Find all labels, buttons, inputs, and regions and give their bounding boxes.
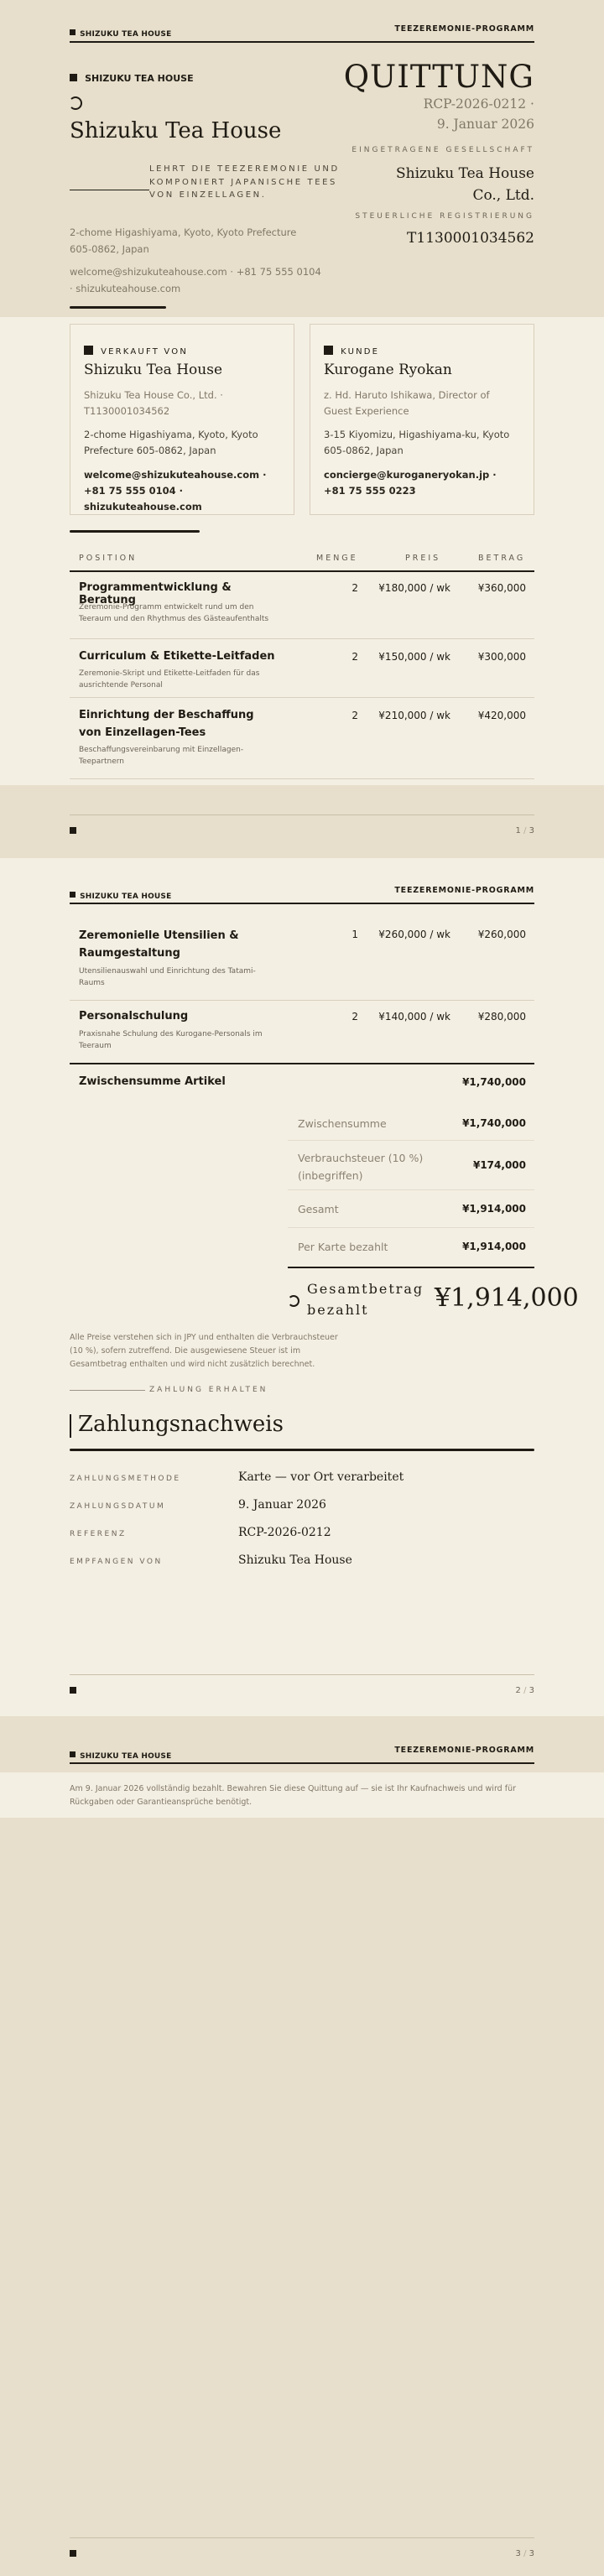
brand-label: SHIZUKU TEA HOUSE — [80, 30, 172, 39]
square-icon — [324, 346, 333, 355]
page-indicator: 2 / 3 — [515, 1686, 534, 1695]
company-name: Shizuku Tea House Co., Ltd. — [395, 165, 534, 205]
payment-row: ZAHLUNGSMETHODE Karte — vor Ort verarbeitet — [70, 1470, 404, 1484]
sold-by-card: VERKAUFT VON Shizuku Tea House Shizuku Tea House Co., Ltd. · T1130001034562 2-chome Higashiyama, Kyoto, Kyoto Prefecture 605-0862, Japan welcome@shizukuteahouse.com · +81 75 555 0104 · shizukuteahouse.com — [70, 324, 294, 515]
footer-rule — [70, 2537, 534, 2538]
summary-row: Zwischensumme ¥1,740,000 — [288, 1104, 534, 1141]
col-header-amount: BETRAG — [478, 554, 526, 563]
running-header-brand: SHIZUKU TEA HOUSE — [70, 886, 171, 902]
tax-registration-label: STEUERLICHE REGISTRIERUNG — [355, 212, 534, 221]
payment-row: EMPFANGEN VON Shizuku Tea House — [70, 1553, 352, 1567]
footer-rule — [70, 814, 534, 815]
payment-proof-title: Zahlungsnachweis — [78, 1412, 284, 1437]
total-rule — [288, 1267, 534, 1268]
customer-address: 3-15 Kiyomizu, Higashiyama-ku, Kyoto 605-0862, Japan — [324, 429, 510, 456]
divider — [70, 1390, 145, 1391]
brand-square-icon — [70, 1751, 76, 1757]
sold-by-address: 2-chome Higashiyama, Kyoto, Kyoto Prefecture 605-0862, Japan — [84, 429, 258, 456]
items-subtotal-label: Zwischensumme Artikel — [79, 1075, 226, 1088]
running-title: TEEZEREMONIE-PROGRAMM — [394, 886, 534, 895]
customer-name: Kurogane Ryokan — [324, 362, 452, 378]
total-paid-label: Gesamtbetrag bezahlt — [307, 1281, 424, 1318]
sold-by-company: Shizuku Tea House Co., Ltd. · T1130001034562 — [84, 389, 223, 417]
square-icon — [84, 346, 93, 355]
sold-by-name: Shizuku Tea House — [84, 362, 223, 378]
divider — [70, 306, 166, 309]
total-paid-value: ¥1,914,000 — [435, 1283, 579, 1313]
col-header-position: POSITION — [79, 554, 138, 563]
summary-row: Per Karte bezahlt ¥1,914,000 — [298, 1241, 526, 1253]
brand-square-icon — [70, 892, 76, 898]
closing-note: Am 9. Januar 2026 vollständig bezahlt. Bewahren Sie diese Quittung auf — sie ist Ihr Kaufnachweis und wird für Rückgaben oder Garantieansprüche benötigt. — [70, 1784, 517, 1808]
table-row: Zeremonielle Utensilien & Raumgestaltung Utensilienauswahl und Einrichtung des Tatami-Raums 1 ¥260,000 / wk ¥260,000 — [70, 914, 534, 1001]
running-title: TEEZEREMONIE-PROGRAMM — [394, 24, 534, 34]
brand-square-icon — [70, 74, 77, 81]
table-row: Curriculum & Etikette-Leitfaden Zeremonie-Skript und Etikette-Leitfaden für das ausrichtende Personal 2 ¥150,000 / wk ¥300,000 — [70, 640, 534, 698]
company-label: EINGETRAGENE GESELLSCHAFT — [351, 146, 534, 154]
page-indicator: 1 / 3 — [515, 826, 534, 835]
running-header-brand: SHIZUKU TEA HOUSE — [70, 1746, 171, 1762]
seller-brand: SHIZUKU TEA HOUSE — [70, 69, 194, 85]
loading-circle-icon — [69, 96, 82, 110]
seller-address: 2-chome Higashiyama, Kyoto, Kyoto Prefecture 605-0862, Japan — [70, 226, 297, 255]
footer-rule — [70, 1674, 534, 1675]
running-title: TEEZEREMONIE-PROGRAMM — [394, 1746, 534, 1755]
footer-square-icon — [70, 827, 76, 834]
running-header-brand — [70, 23, 171, 39]
customer-contact: concierge@kuroganeryokan.jp · +81 75 555 0223 — [324, 469, 497, 497]
payment-row: REFERENZ RCP-2026-0212 — [70, 1526, 331, 1539]
divider — [70, 1449, 534, 1451]
table-row: Einrichtung der Beschaffung von Einzellagen-Tees Beschaffungsvereinbarung mit Einzellagen-Teepartnern 2 ¥210,000 / wk ¥420,000 — [70, 699, 534, 779]
tax-registration-number: T1130001034562 — [407, 230, 534, 247]
summary-row: Gesamt ¥1,914,000 — [288, 1191, 534, 1228]
tax-note: Alle Preise verstehen sich in JPY und enthalten die Verbrauchsteuer (10 %), sofern zutreffend. Die ausgewiesene Steuer ist im Gesamtbetrag enthalten und wird nicht zusätzlich berechnet. — [70, 1333, 338, 1370]
page-indicator: 3 / 3 — [515, 2549, 534, 2558]
customer-attention: z. Hd. Haruto Ishikawa, Director of Guest Experience — [324, 389, 490, 417]
payment-details — [70, 1466, 534, 1584]
seller-name: Shizuku Tea House — [70, 118, 282, 143]
header-rule — [70, 41, 534, 43]
summary-block — [288, 1104, 534, 1280]
footer-square-icon — [70, 2550, 76, 2557]
payment-received-label: ZAHLUNG ERHALTEN — [149, 1386, 268, 1394]
table-row: Programmentwicklung & Beratung Zeremonie-Programm entwickelt rund um den Teeraum und den Rhythmus des Gästeaufenthalts 2 ¥180,000 / wk ¥360,000 — [70, 571, 534, 639]
section-marker — [70, 1414, 71, 1438]
payment-row: ZAHLUNGSDATUM 9. Januar 2026 — [70, 1498, 326, 1512]
footer-square-icon — [70, 1687, 76, 1694]
loading-circle-icon — [288, 1295, 299, 1307]
items-table-page2 — [70, 914, 534, 1065]
table-row: Personalschulung Praxisnahe Schulung des Kurogane-Personals im Teeraum 2 ¥140,000 / wk ¥280,000 — [79, 1010, 526, 1051]
col-header-qty: MENGE — [316, 554, 358, 563]
items-table-page1 — [70, 571, 534, 781]
receipt-title: QUITTUNG — [343, 59, 534, 95]
sold-by-contact: welcome@shizukuteahouse.com · +81 75 555 0104 · shizukuteahouse.com — [84, 469, 267, 513]
col-header-price: PREIS — [405, 554, 441, 563]
seller-tagline: LEHRT DIE TEEZEREMONIE UND KOMPONIERT JAPANISCHE TEES VON EINZELLAGEN. — [149, 164, 340, 200]
seller-contact: welcome@shizukuteahouse.com · +81 75 555 0104 · shizukuteahouse.com — [70, 266, 321, 294]
header-rule — [70, 1762, 534, 1764]
subtotal-rule — [70, 1063, 534, 1064]
receipt-number-date: RCP-2026-0212 · 9. Januar 2026 — [423, 96, 534, 133]
customer-card: KUNDE Kurogane Ryokan z. Hd. Haruto Ishikawa, Director of Guest Experience 3-15 Kiyomizu, Higashiyama-ku, Kyoto 605-0862, Japan concierge@kuroganeryokan.jp · +81 75 555 0223 — [310, 324, 534, 515]
brand-square-icon — [70, 29, 76, 35]
divider — [70, 530, 200, 533]
header-rule — [70, 903, 534, 904]
summary-row: Verbrauchsteuer (10 %) (inbegriffen) ¥174,000 — [288, 1142, 534, 1190]
items-subtotal-value: ¥1,740,000 — [462, 1076, 526, 1088]
